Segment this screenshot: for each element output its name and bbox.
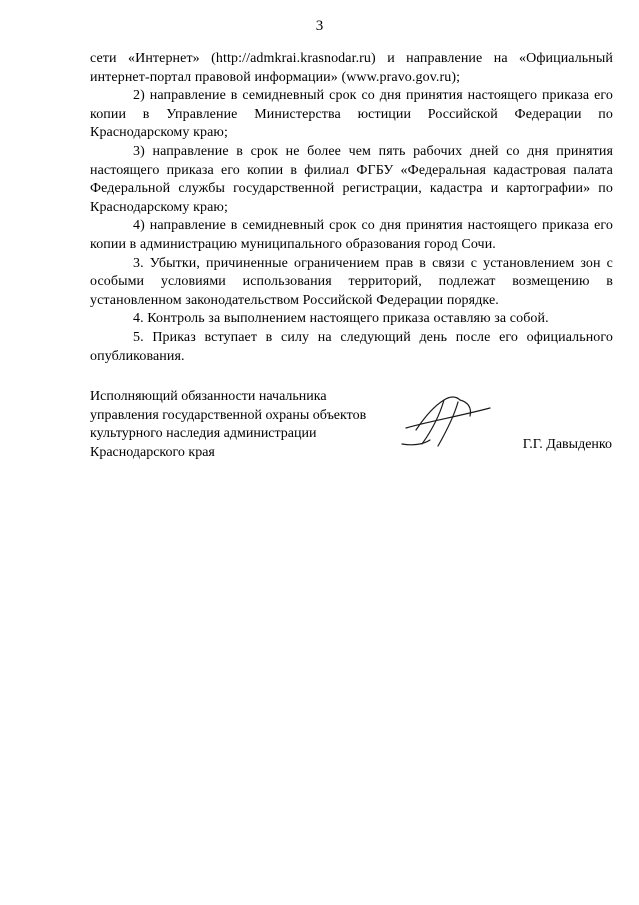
signer-position-line: Краснодарского края <box>90 444 215 460</box>
paragraph-clause-4: 4. Контроль за выполнением настоящего приказа оставляю за собой. <box>133 311 549 327</box>
paragraph-internet-publication: сети «Интернет» (http://admkrai.krasnodar.ru) и направление на «Официальный интернет-портал правовой информации» (www.pravo.gov.ru); <box>90 51 613 85</box>
signer-position-line: культурного наследия администрации <box>90 426 317 442</box>
document-body <box>90 50 613 366</box>
paragraph-item-2: 2) направление в семидневный срок со дня принятия настоящего приказа его копии в Управление Министерства юстиции Российской Федерации по Краснодарскому краю; <box>90 88 613 141</box>
signer-position-line: Исполняющий обязанности начальника <box>90 389 327 404</box>
signer-position-line: управления государственной охраны объектов <box>90 407 367 423</box>
signer-name: Г.Г. Давыденко <box>522 437 612 452</box>
paragraph-item-4: 4) направление в семидневный срок со дня принятия настоящего приказа его копии в администрацию муниципального образования город Сочи. <box>90 218 613 252</box>
paragraph-clause-3: 3. Убытки, причиненные ограничением прав в связи с установлением зон с особыми условиями использования территорий, подлежат возмещению в установленном законодательством Российской Федерации порядке. <box>90 255 613 308</box>
signer-position <box>90 388 366 462</box>
page-number: 3 <box>315 18 324 34</box>
paragraph-item-3: 3) направление в срок не более чем пять рабочих дней со дня принятия настоящего приказа его копии в филиал ФГБУ «Федеральная кадастровая палата Федеральной службы государственной регистрации, кадастра и картографии» по Краснодарскому краю; <box>90 143 613 215</box>
paragraph-clause-5: 5. Приказ вступает в силу на следующий день после его официального опубликования. <box>90 329 613 364</box>
handwritten-signature-icon <box>400 388 496 452</box>
